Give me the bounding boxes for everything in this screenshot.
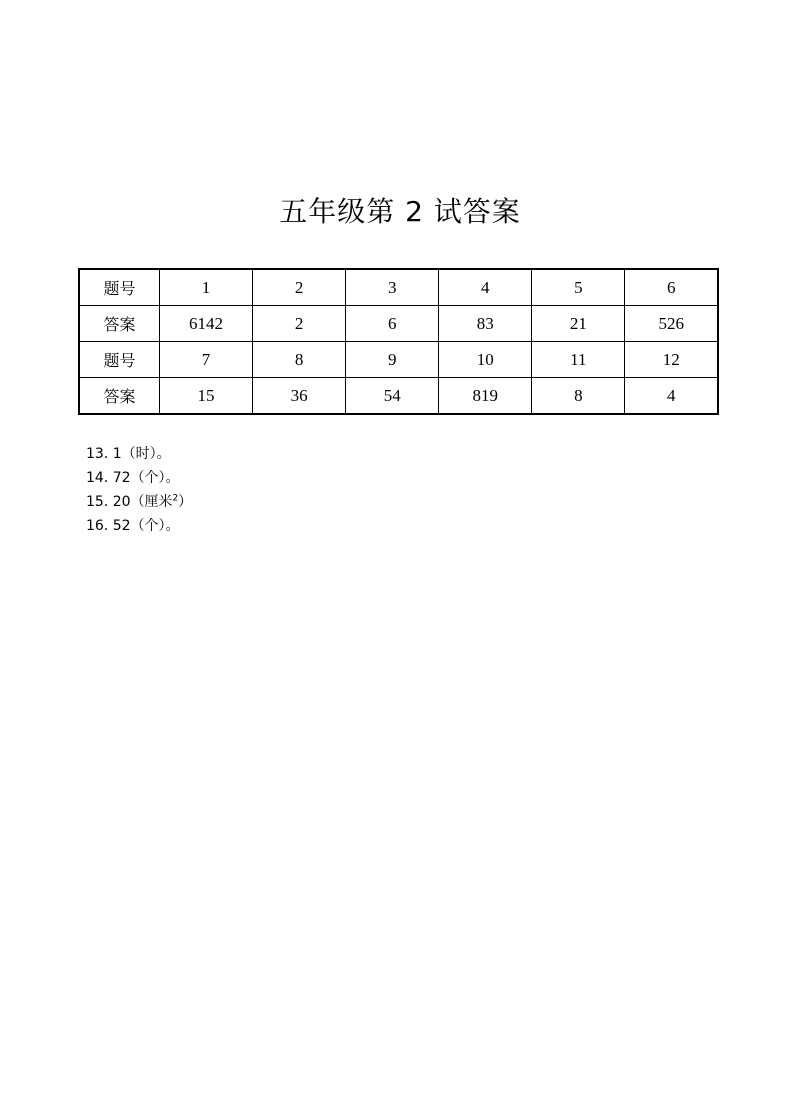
table-cell: 2 (253, 269, 346, 306)
table-row (79, 306, 718, 342)
table-cell: 819 (439, 378, 532, 415)
note-text-after: ） (178, 494, 193, 510)
table-cell: 54 (346, 378, 439, 415)
note-item (86, 490, 192, 514)
table-cell: 2 (253, 306, 346, 342)
table-cell: 6 (346, 306, 439, 342)
table-cell: 4 (625, 378, 718, 415)
note-item (86, 514, 192, 538)
table-cell: 5 (532, 269, 625, 306)
row-header: 答案 (79, 378, 160, 415)
note-text: 16. 52（个）。 (86, 518, 180, 534)
note-text: 13. 1（时）。 (86, 446, 171, 462)
note-text: 14. 72（个）。 (86, 470, 180, 486)
note-item (86, 466, 192, 490)
table-cell: 11 (532, 342, 625, 378)
table-cell: 6 (625, 269, 718, 306)
table-cell: 12 (625, 342, 718, 378)
row-header: 题号 (79, 342, 160, 378)
table-cell: 6142 (160, 306, 253, 342)
table-cell: 21 (532, 306, 625, 342)
note-superscript: 2 (172, 493, 179, 504)
row-header: 答案 (79, 306, 160, 342)
table-cell: 9 (346, 342, 439, 378)
table-cell: 83 (439, 306, 532, 342)
table-cell: 15 (160, 378, 253, 415)
table-cell: 1 (160, 269, 253, 306)
answer-table (78, 268, 719, 415)
table-cell: 7 (160, 342, 253, 378)
table-row (79, 342, 718, 378)
table-cell: 8 (532, 378, 625, 415)
answer-notes (86, 442, 192, 538)
table-cell: 526 (625, 306, 718, 342)
table-cell: 10 (439, 342, 532, 378)
table-cell: 3 (346, 269, 439, 306)
table-cell: 36 (253, 378, 346, 415)
note-item (86, 442, 192, 466)
table-row (79, 269, 718, 306)
note-text: 15. 20（厘米 (86, 494, 173, 510)
table-row (79, 378, 718, 415)
table-cell: 4 (439, 269, 532, 306)
row-header: 题号 (79, 269, 160, 306)
page-title: 五年级第 2 试答案 (279, 195, 521, 228)
table-cell: 8 (253, 342, 346, 378)
